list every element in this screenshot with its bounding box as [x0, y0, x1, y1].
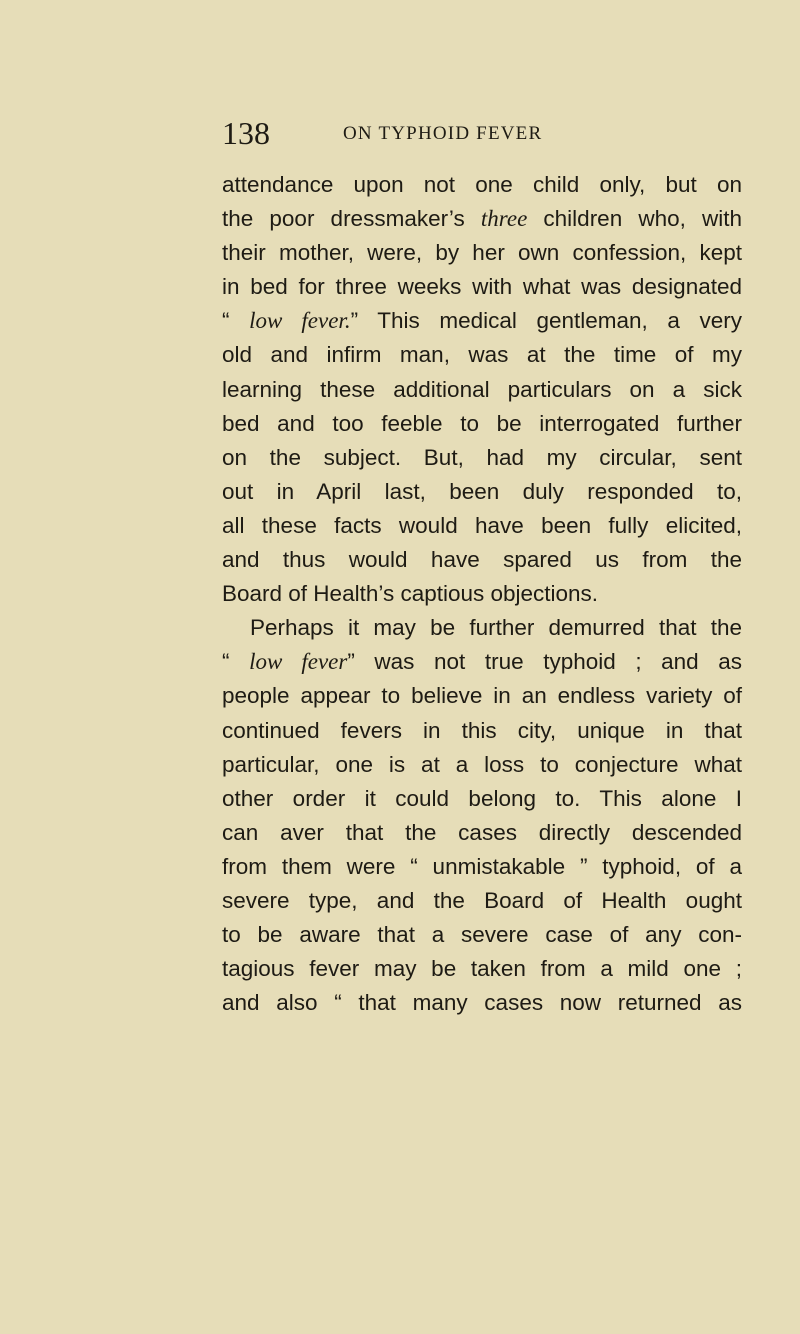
text-line: [222, 748, 742, 782]
text-line: [222, 782, 742, 816]
text-line: [222, 714, 742, 748]
text-run: can aver that the cases directly descended: [222, 819, 742, 845]
text-line: [222, 338, 742, 372]
text-line: [222, 679, 742, 713]
text-run: bed and too feeble to be interrogated further: [222, 410, 742, 436]
text-line: [222, 577, 742, 611]
text-run: ” This medical gentleman, a very: [350, 308, 743, 334]
text-line: [222, 373, 742, 407]
body-text: [222, 168, 742, 1020]
text-run: from them were “ unmistakable ” typhoid, of a: [222, 853, 742, 879]
text-line: [222, 543, 742, 577]
text-run: on the subject. But, had my circular, sent: [222, 444, 742, 470]
text-line: [222, 441, 742, 475]
italic-text: low fever.: [249, 308, 351, 334]
text-run: in bed for three weeks with what was designated: [222, 274, 742, 300]
text-line: [222, 407, 742, 441]
text-line: [222, 986, 742, 1020]
text-run: severe type, and the Board of Health ought: [222, 887, 742, 913]
text-run: “: [222, 308, 250, 334]
text-run: out in April last, been duly responded to,: [222, 478, 742, 504]
text-run: other order it could belong to. This alone I: [222, 785, 742, 811]
text-run: and thus would have spared us from the: [222, 547, 742, 573]
text-run: children who, with: [527, 206, 742, 232]
text-run: all these facts would have been fully elicited,: [222, 512, 742, 538]
text-line: [222, 509, 742, 543]
text-run: tagious fever may be taken from a mild one ;: [222, 956, 742, 982]
page-header: [222, 115, 622, 151]
text-run: to be aware that a severe case of any con-: [222, 922, 742, 948]
italic-text: three: [480, 206, 528, 232]
text-run: attendance upon not one child only, but on: [222, 172, 742, 197]
text-line: [222, 952, 742, 986]
text-line: [222, 918, 742, 952]
text-line: [222, 202, 742, 236]
text-run: and also “ that many cases now returned as: [222, 990, 742, 1016]
text-run: continued fevers in this city, unique in that: [222, 717, 742, 743]
italic-text: low fever: [249, 649, 348, 675]
text-run: ” was not true typhoid ; and as: [347, 649, 743, 675]
text-line: [222, 611, 742, 645]
text-run: “: [222, 649, 250, 675]
running-head: ON TYPHOID FEVER: [343, 123, 543, 144]
text-run: particular, one is at a loss to conjecture what: [222, 751, 742, 777]
text-line: [222, 816, 742, 850]
text-run: learning these additional particulars on a sick: [222, 376, 742, 402]
text-line: [222, 236, 742, 270]
text-line: [222, 645, 742, 679]
page-number: 138: [222, 115, 270, 151]
text-line: [222, 168, 742, 202]
text-line: [222, 270, 742, 304]
text-run: people appear to believe in an endless variety of: [222, 683, 742, 709]
text-run: the poor dressmaker’s: [222, 206, 481, 232]
text-run: Perhaps it may be further demurred that the: [250, 615, 742, 641]
text-run: old and infirm man, was at the time of my: [222, 342, 742, 368]
text-line: [222, 884, 742, 918]
text-run: their mother, were, by her own confession, kept: [222, 240, 742, 266]
text-line: [222, 475, 742, 509]
text-line: [222, 850, 742, 884]
text-run: Board of Health’s captious objections.: [222, 581, 599, 607]
text-line: [222, 304, 742, 338]
